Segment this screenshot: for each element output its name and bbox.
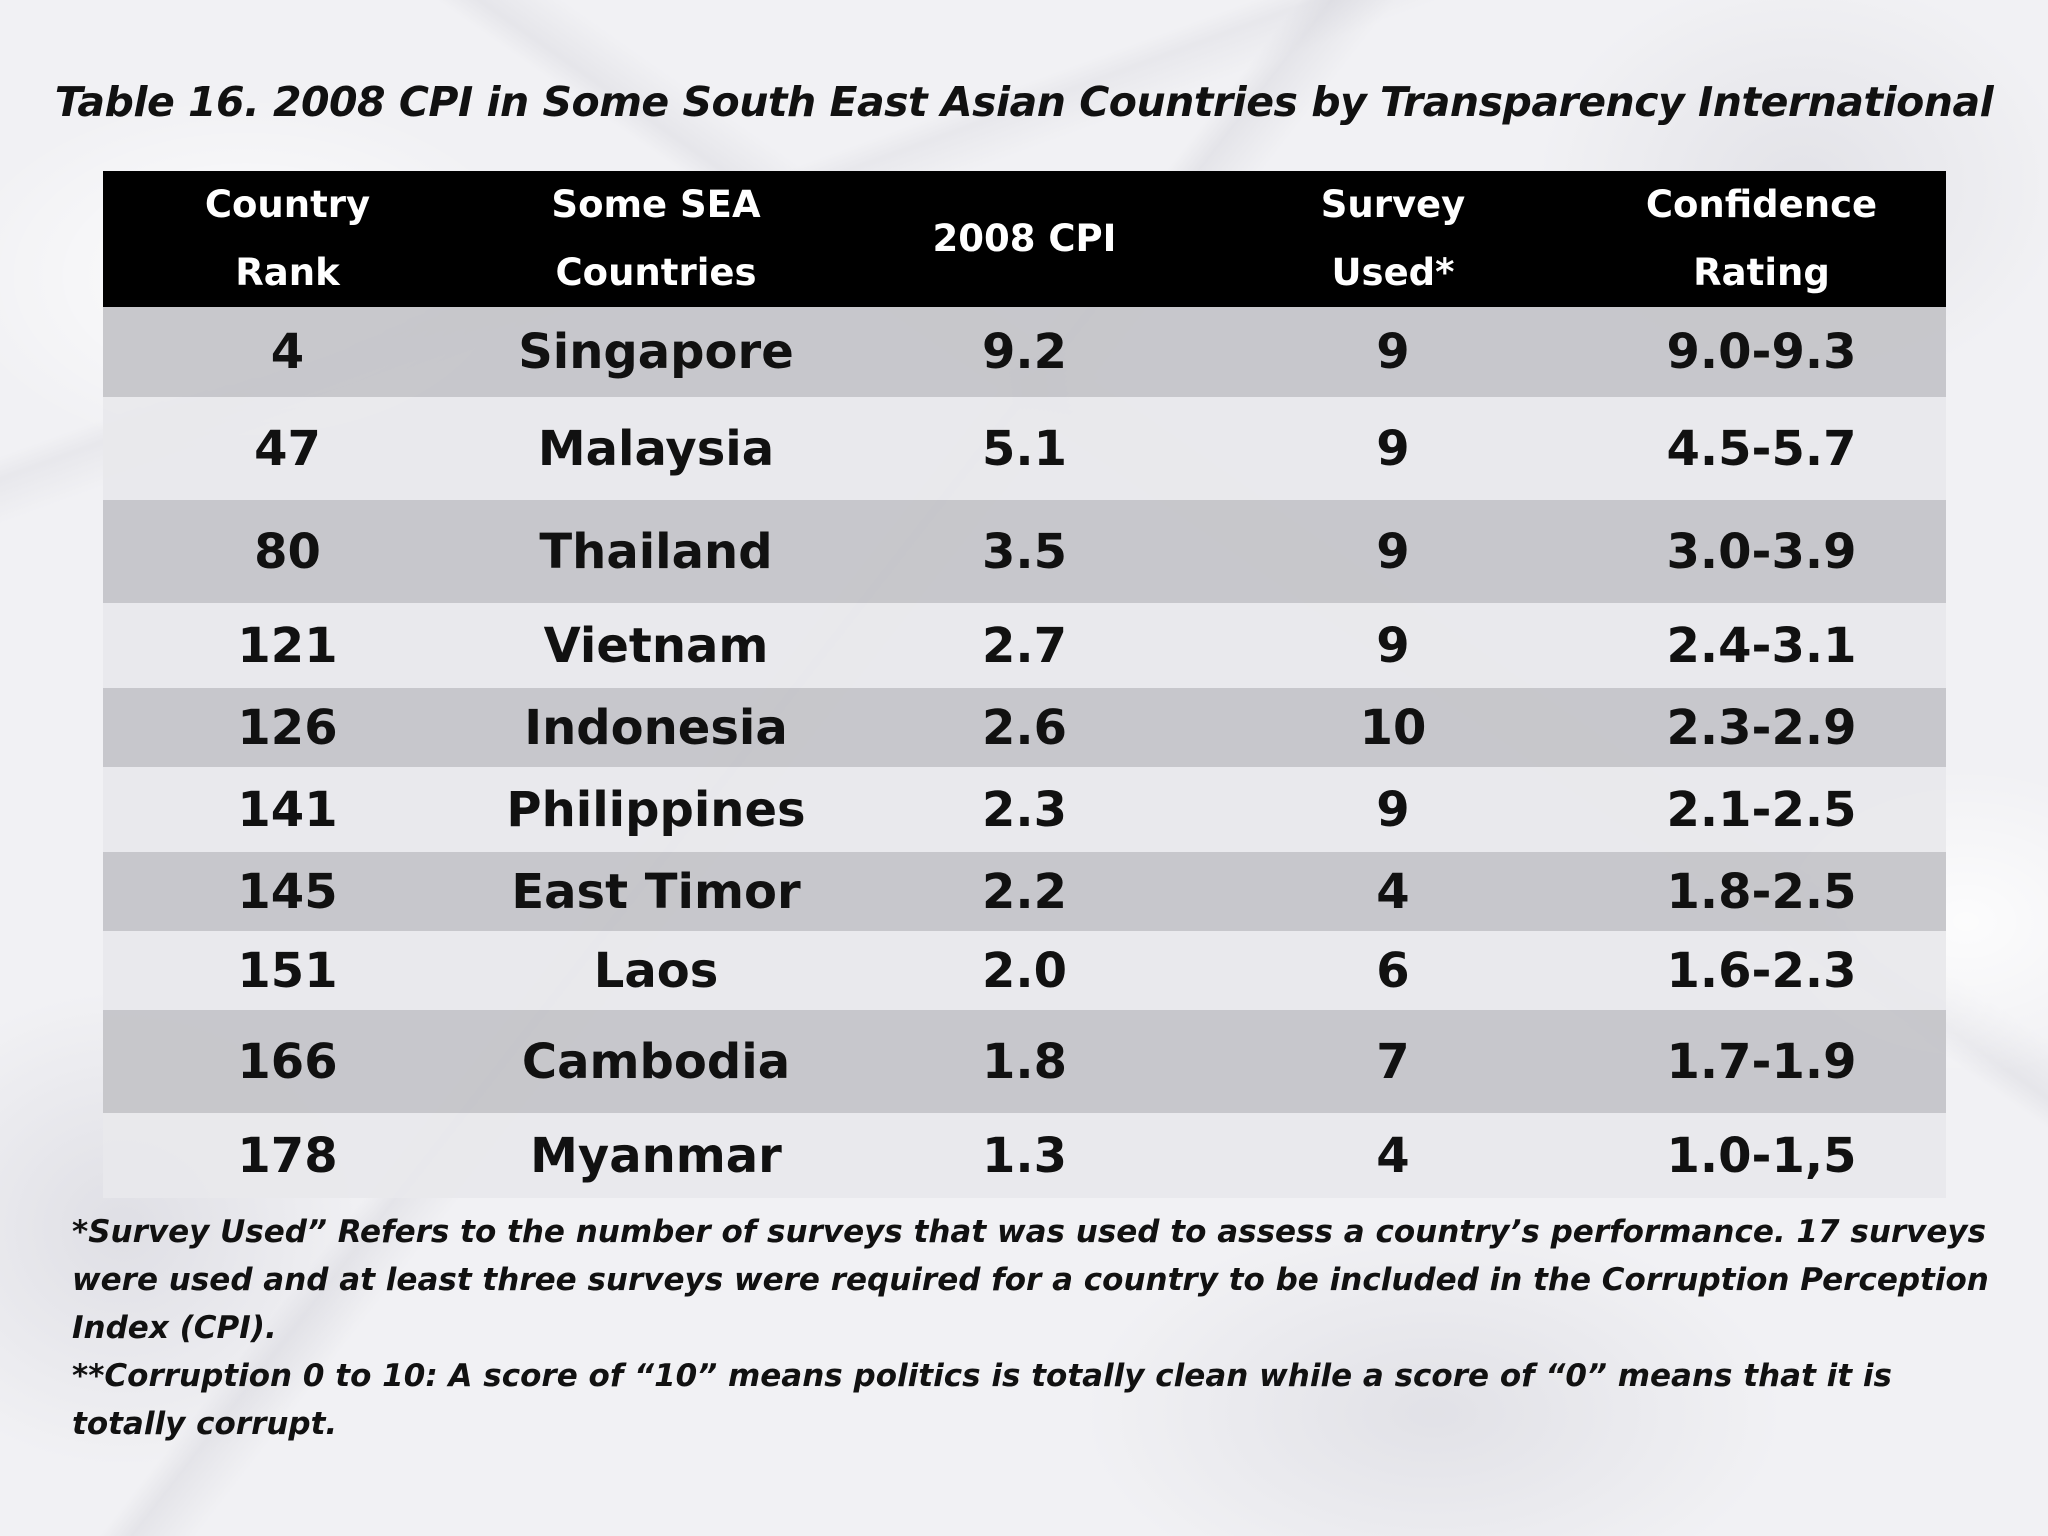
cell-country: Philippines	[472, 767, 840, 852]
cell-cpi: 2.6	[840, 688, 1209, 767]
header-countries: Some SEA Countries	[472, 171, 840, 307]
cell-cpi: 5.1	[840, 397, 1209, 500]
corruption-scale-footnote: **Corruption 0 to 10: A score of “10” means politics is totally clean while a score of “0” means that it is totally corrupt.	[72, 1358, 1892, 1442]
cell-rank: 145	[103, 852, 472, 931]
table-header-row	[103, 171, 1946, 307]
cell-survey-used: 7	[1209, 1010, 1577, 1113]
cell-cpi: 9.2	[840, 307, 1209, 397]
cell-rank: 4	[103, 307, 472, 397]
table-row	[103, 767, 1946, 852]
cpi-table	[103, 171, 1946, 1198]
cell-country: Singapore	[472, 307, 840, 397]
cell-rank: 47	[103, 397, 472, 500]
survey-used-footnote: *Survey Used” Refers to the number of surveys that was used to assess a country’s performance. 17 surveys were used and at least three surveys were required for a country to be included in the Corruption Perception Index (CPI).	[72, 1214, 1989, 1346]
cell-rank: 166	[103, 1010, 472, 1113]
cell-confidence-rating: 1.7-1.9	[1577, 1010, 1946, 1113]
cell-country: Vietnam	[472, 603, 840, 688]
cell-confidence-rating: 2.4-3.1	[1577, 603, 1946, 688]
table-row	[103, 1010, 1946, 1113]
cell-country: East Timor	[472, 852, 840, 931]
cell-survey-used: 9	[1209, 397, 1577, 500]
cell-rank: 178	[103, 1113, 472, 1198]
cell-cpi: 2.7	[840, 603, 1209, 688]
cell-confidence-rating: 2.3-2.9	[1577, 688, 1946, 767]
cell-cpi: 2.3	[840, 767, 1209, 852]
cell-cpi: 1.8	[840, 1010, 1209, 1113]
cell-country: Laos	[472, 931, 840, 1010]
cell-survey-used: 9	[1209, 500, 1577, 603]
cell-rank: 141	[103, 767, 472, 852]
table-row	[103, 500, 1946, 603]
cell-confidence-rating: 4.5-5.7	[1577, 397, 1946, 500]
cell-confidence-rating: 3.0-3.9	[1577, 500, 1946, 603]
cell-survey-used: 4	[1209, 1113, 1577, 1198]
cell-country: Malaysia	[472, 397, 840, 500]
cell-confidence-rating: 9.0-9.3	[1577, 307, 1946, 397]
cell-country: Myanmar	[472, 1113, 840, 1198]
cell-rank: 121	[103, 603, 472, 688]
header-cpi: 2008 CPI	[840, 171, 1209, 307]
cell-confidence-rating: 2.1-2.5	[1577, 767, 1946, 852]
cell-survey-used: 4	[1209, 852, 1577, 931]
header-survey-used: Survey Used*	[1209, 171, 1577, 307]
cell-cpi: 2.2	[840, 852, 1209, 931]
cell-survey-used: 9	[1209, 767, 1577, 852]
footnotes	[72, 1208, 1992, 1448]
table-row	[103, 307, 1946, 397]
header-country-rank: Country Rank	[103, 171, 472, 307]
header-confidence-rating: Confidence Rating	[1577, 171, 1946, 307]
cell-survey-used: 9	[1209, 307, 1577, 397]
cell-rank: 80	[103, 500, 472, 603]
cell-confidence-rating: 1.6-2.3	[1577, 931, 1946, 1010]
table-title: Table 16. 2008 CPI in Some South East Asian Countries by Transparency International	[54, 78, 1994, 126]
table-row	[103, 603, 1946, 688]
cell-cpi: 2.0	[840, 931, 1209, 1010]
cell-country: Indonesia	[472, 688, 840, 767]
cell-confidence-rating: 1.8-2.5	[1577, 852, 1946, 931]
cell-survey-used: 9	[1209, 603, 1577, 688]
table-row	[103, 397, 1946, 500]
cell-country: Cambodia	[472, 1010, 840, 1113]
table-row	[103, 1113, 1946, 1198]
table-row	[103, 931, 1946, 1010]
cell-rank: 151	[103, 931, 472, 1010]
cell-cpi: 3.5	[840, 500, 1209, 603]
cell-survey-used: 10	[1209, 688, 1577, 767]
table-row	[103, 688, 1946, 767]
cell-confidence-rating: 1.0-1,5	[1577, 1113, 1946, 1198]
cell-country: Thailand	[472, 500, 840, 603]
table-row	[103, 852, 1946, 931]
cell-cpi: 1.3	[840, 1113, 1209, 1198]
cell-survey-used: 6	[1209, 931, 1577, 1010]
cell-rank: 126	[103, 688, 472, 767]
